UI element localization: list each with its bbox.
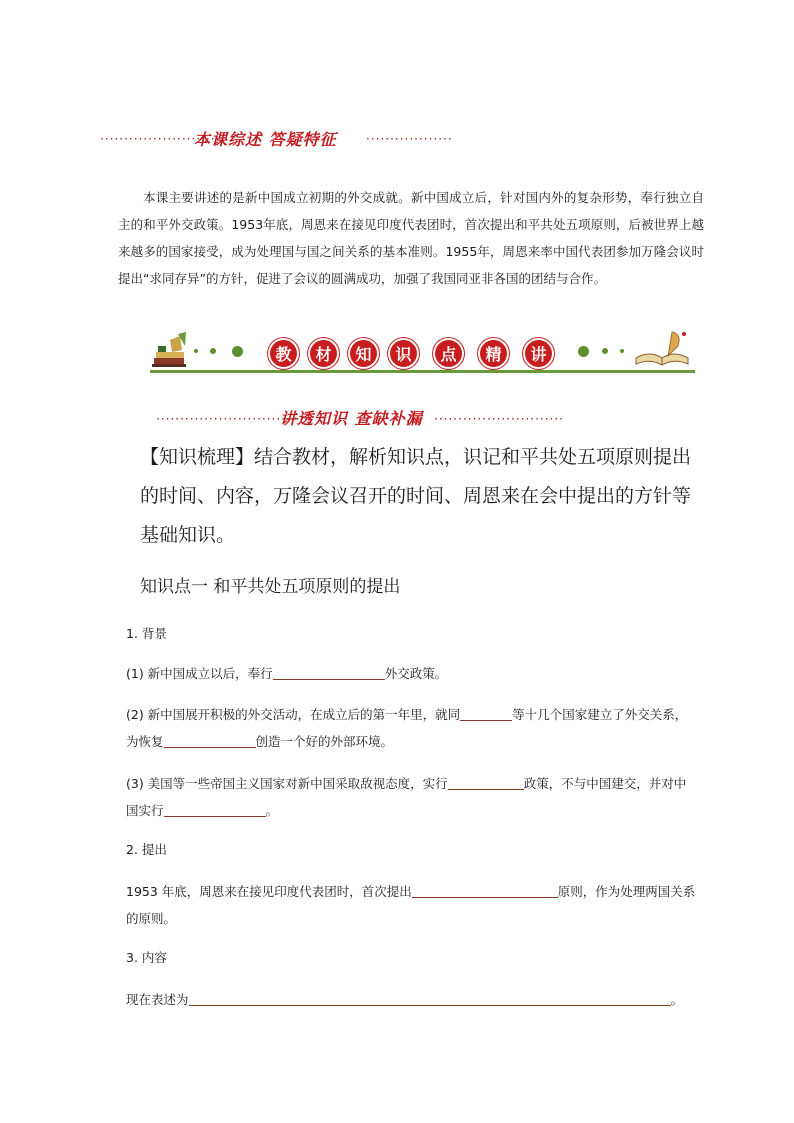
item-1 <box>126 660 698 687</box>
subheading-propose: 2. 提出 <box>126 842 167 857</box>
dotted-leader-left: ······························· <box>156 412 306 426</box>
banner-underline <box>150 370 695 373</box>
section-header-summary: 本课综述 答疑特征 <box>194 130 337 149</box>
item-2 <box>126 701 698 755</box>
deco-dot <box>232 346 243 357</box>
blank-field[interactable] <box>273 665 385 680</box>
item-2-text-c: 创造一个好的外部环境。 <box>255 734 394 749</box>
item-2-text-b: 等十几个国家建立了外交关系，为恢复 <box>126 707 688 749</box>
deco-dot <box>620 349 624 353</box>
item-1-text-b: 外交政策。 <box>384 666 448 681</box>
propose-text-b: 原则，作为处理两国关系的原则。 <box>126 884 696 926</box>
content-text-b: 。 <box>670 992 684 1007</box>
banner-char-1: 教 <box>270 340 297 367</box>
banner-char-5: 点 <box>435 340 462 367</box>
banner-char-3: 知 <box>350 340 377 367</box>
item-3-text-a: (3) 美国等一些帝国主义国家对新中国采取敌视态度，实行 <box>126 776 448 791</box>
knowledge-overview <box>140 438 700 555</box>
dotted-leader-right: ·················· <box>366 132 453 146</box>
deco-dot <box>602 348 608 354</box>
section-header-knowledge: 讲透知识 查缺补漏 <box>280 409 423 428</box>
blank-field[interactable] <box>460 706 512 721</box>
blank-field[interactable] <box>164 802 266 817</box>
intro-text: 本课主要讲述的是新中国成立初期的外交成就。新中国成立后，针对国内外的复杂形势，奉行独立自主的和平外交政策。1953年底，周恩来在接见印度代表团时，首次提出和平共处五项原则，后被世界上越来越多的国家接受，成为处理国与国之间关系的基本准则。1955年，周恩来率中国代表团参加万隆会议时提出“求同存异”的方针，促进了会议的圆满成功，加强了我国同亚非各国的团结与合作。 <box>118 190 704 286</box>
subheading-background: 1. 背景 <box>126 626 167 641</box>
dotted-leader-left: ························· <box>100 132 221 146</box>
deco-dot <box>578 346 589 357</box>
subheading-content: 3. 内容 <box>126 950 167 965</box>
item-3 <box>126 770 698 824</box>
item-1-text-a: (1) 新中国成立以后，奉行 <box>126 666 273 681</box>
blank-field[interactable] <box>164 733 256 748</box>
deco-dot <box>194 349 198 353</box>
blank-field[interactable] <box>448 775 524 790</box>
propose-paragraph <box>126 878 698 932</box>
content-text-a: 现在表述为 <box>126 992 189 1007</box>
item-3-text-c: 。 <box>265 803 279 818</box>
propose-text-a: 1953 年底，周恩来在接见印度代表团时，首次提出 <box>126 884 412 899</box>
section-title: 知识点一 和平共处五项原则的提出 <box>140 577 401 597</box>
blank-field[interactable] <box>189 991 671 1006</box>
item-3-text-b: 政策，不与中国建交，并对中国实行 <box>126 776 687 818</box>
banner-char-6: 精 <box>480 340 507 367</box>
books-icon <box>152 332 192 370</box>
dotted-leader-right: ··························· <box>434 412 564 426</box>
intro-paragraph <box>118 184 704 292</box>
content-paragraph <box>126 986 698 1013</box>
blank-field[interactable] <box>412 883 558 898</box>
banner-char-4: 识 <box>390 340 417 367</box>
banner-char-7: 讲 <box>525 340 552 367</box>
section-banner <box>150 328 695 380</box>
open-book-quill-icon <box>632 328 692 370</box>
deco-dot <box>210 348 216 354</box>
banner-char-2: 材 <box>310 340 337 367</box>
overview-text: 结合教材，解析知识点，识记和平共处五项原则提出的时间、内容，万隆会议召开的时间、周恩来在会中提出的方针等基础知识。 <box>140 446 692 546</box>
item-2-text-a: (2) 新中国展开积极的外交活动，在成立后的第一年里，就同 <box>126 707 461 722</box>
overview-bracket: 【知识梳理】 <box>140 446 255 468</box>
